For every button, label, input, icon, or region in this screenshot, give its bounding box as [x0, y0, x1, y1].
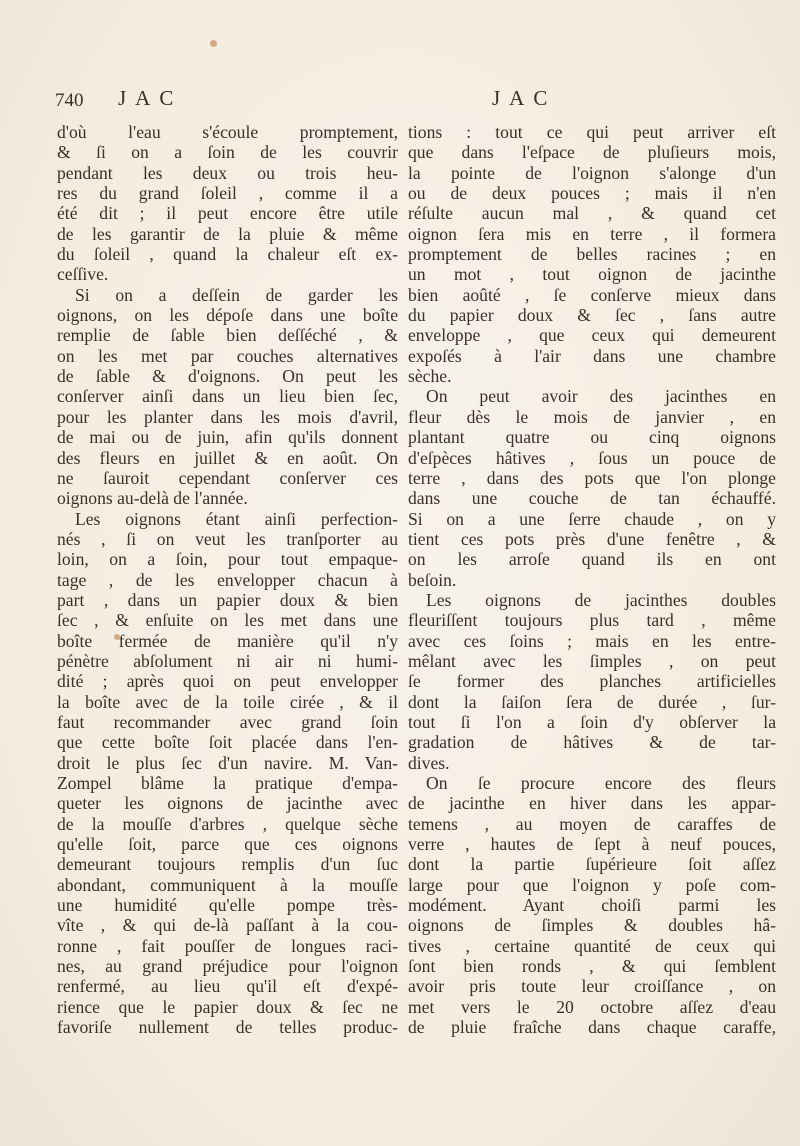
right-text-column [408, 122, 776, 1037]
text-line: avec ces ſoins ; mais en les entre- [408, 630, 776, 651]
text-line: pendant les deux ou trois heu- [57, 162, 398, 183]
text-line: fleur dès le mois de janvier , en [408, 406, 776, 427]
text-line: plantant quatre ou cinq oignons [408, 427, 776, 448]
text-line: oignons au-delà de l'année. [57, 488, 248, 509]
text-line: de ſable & d'oignons. On peut les [57, 366, 398, 387]
text-line: tient ces pots près d'une fenêtre , & [408, 528, 776, 549]
text-line: la boîte avec de la toile cirée , & il [57, 691, 398, 712]
text-line: une humidité qu'elle pompe très- [57, 895, 398, 916]
foxing-spot [210, 40, 217, 47]
text-line: des fleurs en juillet & en août. On [57, 447, 398, 468]
running-head-left: JAC [118, 86, 183, 110]
text-line: de les garantir de la pluie & même [57, 223, 398, 244]
text-line: ſont bien ronds , & qui ſemblent [408, 956, 776, 977]
text-line: on les arroſe quand ils en ont [408, 549, 776, 570]
text-line: de jacinthe en hiver dans les appar- [408, 793, 776, 814]
text-line: favoriſe nullement de telles produc- [57, 1017, 398, 1038]
text-line: On peut avoir des jacinthes en [426, 386, 776, 407]
text-line: d'où l'eau s'écoule promptement, [57, 122, 398, 142]
text-line: Les oignons étant ainſi perfection- [75, 508, 398, 529]
text-line: tout ſi l'on a ſoin d'y obſerver la [408, 711, 776, 732]
text-line: expoſés à l'air dans une chambre [408, 345, 776, 366]
text-line: rience que le papier doux & ſec ne [57, 996, 398, 1017]
text-line: promptement de belles racines ; en [408, 244, 776, 265]
text-line: beſoin. [408, 569, 457, 590]
text-line: oignons, on les dépoſe dans une boîte [57, 305, 398, 326]
text-line: du ſoleil , quand la chaleur eſt ex- [57, 244, 398, 265]
text-line: loin, on a ſoin, pour tout empaque- [57, 549, 398, 570]
text-line: été dit ; il peut encore être utile [57, 203, 398, 224]
text-line: modément. Ayant choiſi parmi les [408, 895, 776, 916]
text-line: demeurant toujours remplis d'un ſuc [57, 854, 398, 875]
text-line: nes, au grand préjudice pour l'oignon [57, 956, 398, 977]
text-line: part , dans un papier doux & bien [57, 589, 398, 610]
text-line: tage , de les envelopper chacun à [57, 569, 398, 590]
text-line: un mot , tout oignon de jacinthe [408, 264, 776, 285]
text-line: dité ; après quoi on peut envelopper [57, 671, 398, 692]
text-line: oignon ſera mis en terre , il formera [408, 223, 776, 244]
text-line: Si on a une ſerre chaude , on y [408, 508, 776, 529]
text-line: terre , dans des pots que l'on plonge [408, 467, 776, 488]
text-line: de mai ou de juin, afin qu'ils donnent [57, 427, 398, 448]
text-line: du papier doux & ſec , ſans autre [408, 305, 776, 326]
text-line: res du grand ſoleil , comme il a [57, 183, 398, 204]
text-line: Si on a deſſein de garder les [75, 284, 398, 305]
text-line: que cette boîte ſoit placée dans l'en- [57, 732, 398, 753]
text-line: ſe former des planches artificielles [408, 671, 776, 692]
text-line: de la mouſſe d'arbres , quelque sèche [57, 813, 398, 834]
text-line: que dans l'eſpace de pluſieurs mois, [408, 142, 776, 163]
text-line: dans une couche de tan échauffé. [408, 488, 776, 509]
page-number: 740 [55, 90, 84, 111]
text-line: ne ſauroit cependant conſerver ces [57, 467, 398, 488]
text-line: d'eſpèces hâtives , ſous un pouce de [408, 447, 776, 468]
text-line: verre , hautes de ſept à neuf pouces, [408, 834, 776, 855]
text-line: réſulte aucun mal , & quand cet [408, 203, 776, 224]
text-line: boîte fermée de manière qu'il n'y [57, 630, 398, 651]
text-line: oignons de ſimples & doubles hâ- [408, 915, 776, 936]
text-line: pénètre abſolument ni air ni humi- [57, 650, 398, 671]
text-line: dont la partie ſupérieure ſoit aſſez [408, 854, 776, 875]
text-line: dives. [408, 752, 450, 773]
text-line: On ſe procure encore des fleurs [426, 773, 776, 793]
text-line: abondant, communiquent à la mouſſe [57, 874, 398, 895]
text-line: fleuriſſent toujours plus tard , même [408, 610, 776, 631]
text-line: qu'elle ſoit, parce que ces oignons [57, 834, 398, 855]
text-line: ceſſive. [57, 264, 109, 285]
text-line: faut recommander avec grand ſoin [57, 711, 398, 732]
text-line: pour les planter dans les mois d'avril, [57, 406, 398, 427]
text-line: tives , certaine quantité de ceux qui [408, 935, 776, 956]
text-line: ſec , & enſuite on les met dans une [57, 610, 398, 631]
text-line: dont la ſaiſon ſera de durée , ſur- [408, 691, 776, 712]
text-line: queter les oignons de jacinthe avec [57, 793, 398, 814]
text-line: temens , au moyen de caraffes de [408, 813, 776, 834]
text-line: la pointe de l'oignon s'alonge d'un [408, 162, 776, 183]
text-line: de pluie fraîche dans chaque caraffe, [408, 1017, 776, 1038]
text-line: bien aoûté , ſe conſerve mieux dans [408, 284, 776, 305]
text-line: conſerver ainſi dans un lieu bien ſec, [57, 386, 398, 407]
text-line: avoir pris toute leur croiſſance , on [408, 976, 776, 997]
text-line: sèche. [408, 366, 452, 387]
text-line: mêlant avec les ſimples , on peut [408, 650, 776, 671]
text-line: met vers le 20 octobre aſſez d'eau [408, 996, 776, 1017]
text-line: gradation de hâtives & de tar- [408, 732, 776, 753]
text-line: ou de deux pouces ; mais il n'en [408, 183, 776, 204]
left-text-column [57, 122, 398, 1037]
text-line: on les met par couches alternatives [57, 345, 398, 366]
text-line: nés , ſi on veut les tranſporter au [57, 528, 398, 549]
text-line: Les oignons de jacinthes doubles [426, 589, 776, 610]
text-line: ronne , fait pouſſer de longues raci- [57, 935, 398, 956]
text-line: enveloppe , que ceux qui demeurent [408, 325, 776, 346]
running-head-right: JAC [492, 86, 557, 110]
text-line: tions : tout ce qui peut arriver eſt [408, 122, 776, 142]
text-line: droit le plus ſec d'un navire. M. Van- [57, 752, 398, 773]
text-line: large pour que l'oignon y poſe com- [408, 874, 776, 895]
text-line: remplie de ſable bien deſſéché , & [57, 325, 398, 346]
text-line: renfermé, au lieu qu'il eſt d'expé- [57, 976, 398, 997]
text-line: Zompel blâme la pratique d'empa- [57, 773, 398, 793]
text-line: vîte , & qui de-là paſſant à la cou- [57, 915, 398, 936]
text-line: & ſi on a ſoin de les couvrir [57, 142, 398, 163]
